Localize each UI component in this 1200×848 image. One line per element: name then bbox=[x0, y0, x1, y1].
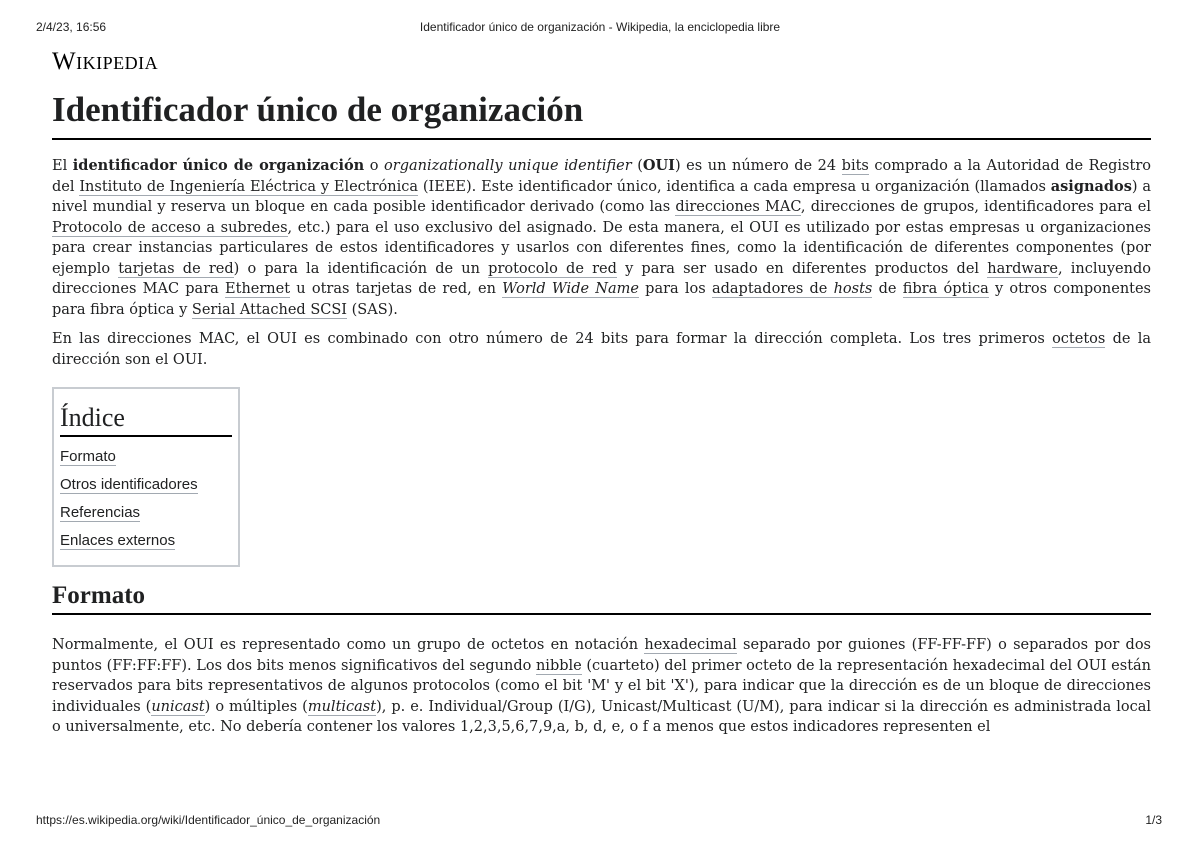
inline-link[interactable]: unicast bbox=[151, 698, 205, 715]
bold-text: OUI bbox=[642, 157, 675, 174]
text-run: de la dirección son el OUI. bbox=[52, 331, 1151, 368]
inline-link[interactable]: hardware bbox=[987, 260, 1058, 277]
inline-link[interactable]: Instituto de Ingeniería Eléctrica y Electrónica bbox=[79, 178, 419, 195]
print-page-title: Identificador único de organización - Wikipedia, la enciclopedia libre bbox=[419, 20, 781, 34]
inline-link[interactable]: hexadecimal bbox=[644, 637, 737, 653]
inline-link[interactable]: fibra óptica bbox=[902, 281, 989, 297]
text-run: u otras tarjetas de red, en bbox=[290, 281, 503, 297]
text-run: ) es un número de 24 bbox=[674, 158, 842, 174]
text-run: , etc.) para el uso exclusivo del asignado. De esta manera, el OUI es utilizado por estas empresas u organizaciones para crear instancias particulares de estos identificadores y usarlos con diferentes fines, como la identificación de diferentes componentes (por ejemplo bbox=[52, 219, 1151, 277]
inline-link[interactable]: Ethernet bbox=[225, 281, 291, 297]
article-content bbox=[52, 48, 1151, 738]
table-of-contents bbox=[52, 387, 240, 567]
inline-link[interactable]: adaptadores de bbox=[711, 281, 834, 297]
text-run: , direcciones de grupos, identificadores para el bbox=[800, 199, 1151, 215]
toc-link-formato[interactable]: Formato bbox=[60, 448, 116, 465]
format-paragraph bbox=[52, 635, 1151, 738]
print-url: https://es.wikipedia.org/wiki/Identificador_único_de_organización bbox=[36, 813, 381, 827]
text-run: separado por guiones (FF-FF-FF) o separados por dos puntos (FF:FF:FF). Los dos bits menos significativos del segundo bbox=[52, 637, 1151, 674]
toc-item bbox=[60, 499, 232, 527]
inline-link[interactable]: Protocolo de acceso a subredes bbox=[52, 219, 288, 236]
inline-link[interactable]: World Wide Name bbox=[502, 281, 639, 297]
text-run: ) o múltiples ( bbox=[204, 698, 308, 715]
toc-link-otros-identificadores[interactable]: Otros identificadores bbox=[60, 476, 198, 493]
toc-item bbox=[60, 471, 232, 499]
wikipedia-logo[interactable]: Wikipedia bbox=[52, 48, 159, 75]
toc-link-referencias[interactable]: Referencias bbox=[60, 504, 141, 521]
intro-paragraph bbox=[52, 156, 1151, 320]
text-run: (IEEE). Este identificador único, identifica a cada empresa u organización (llamados bbox=[418, 178, 1051, 195]
text-run: ( bbox=[631, 158, 643, 174]
inline-link[interactable]: protocolo de red bbox=[488, 260, 617, 277]
bold-text: identificador único de organización bbox=[72, 157, 365, 174]
text-run: El bbox=[52, 158, 73, 174]
text-run: ) o para la identificación de un bbox=[233, 260, 489, 277]
inline-link[interactable]: Serial Attached SCSI bbox=[191, 301, 348, 318]
italic-text: organizationally unique identifier bbox=[384, 158, 632, 174]
section-heading-formato: Formato bbox=[52, 581, 1151, 615]
text-run: (cuarteto) del primer octeto de la representación hexadecimal del OUI están reservados para bits representativos de algunos protocolos (como el bit 'M' y el bit 'X'), para indicar que la dirección es de un bloque de direcciones individuales ( bbox=[52, 657, 1151, 715]
toc-item bbox=[60, 443, 232, 471]
text-run: o bbox=[364, 158, 385, 174]
toc-title: Índice bbox=[60, 403, 232, 437]
inline-link[interactable]: octetos bbox=[1052, 331, 1106, 347]
print-datetime: 2/4/23, 16:56 bbox=[36, 20, 107, 34]
inline-link[interactable]: bits bbox=[841, 158, 869, 174]
page-title: Identificador único de organización bbox=[52, 88, 1151, 140]
inline-link[interactable]: hosts bbox=[833, 281, 873, 297]
inline-link[interactable]: tarjetas de red bbox=[118, 260, 234, 277]
text-run: comprado a la Autoridad de Registro del bbox=[52, 158, 1151, 195]
bold-text: asignados bbox=[1050, 177, 1132, 195]
text-run: ) a nivel mundial y reserva un bloque en cada posible identificador derivado (como las bbox=[52, 178, 1151, 215]
text-run: de bbox=[872, 281, 903, 297]
toc-link-enlaces-externos[interactable]: Enlaces externos bbox=[60, 532, 176, 549]
text-run: y para ser usado en diferentes productos del bbox=[616, 260, 988, 277]
text-run: En las direcciones MAC, el OUI es combinado con otro número de 24 bits para formar la dirección completa. Los tres primeros bbox=[52, 331, 1053, 347]
mac-paragraph bbox=[52, 329, 1151, 370]
text-run: Normalmente, el OUI es representado como un grupo de octetos en notación bbox=[52, 637, 645, 653]
print-page-number: 1/3 bbox=[1145, 813, 1162, 827]
text-run: y otros componentes para fibra óptica y bbox=[52, 281, 1152, 318]
text-run: para los bbox=[638, 281, 712, 297]
text-run: ), p. e. Individual/Group (I/G), Unicast/Multicast (U/M), para indicar si la dirección es administrada local o universalmente, etc. No debería contener los valores 1,2,3,5,6,7,9,a, b, d, e, o f a menos que estos indicadores representen el bbox=[52, 698, 1151, 735]
text-run: (SAS). bbox=[347, 301, 398, 318]
text-run: , incluyendo direcciones MAC para bbox=[52, 260, 1151, 297]
inline-link[interactable]: direcciones MAC bbox=[675, 199, 801, 215]
inline-link[interactable]: multicast bbox=[307, 698, 377, 715]
toc-item bbox=[60, 527, 232, 555]
inline-link[interactable]: nibble bbox=[535, 657, 582, 674]
